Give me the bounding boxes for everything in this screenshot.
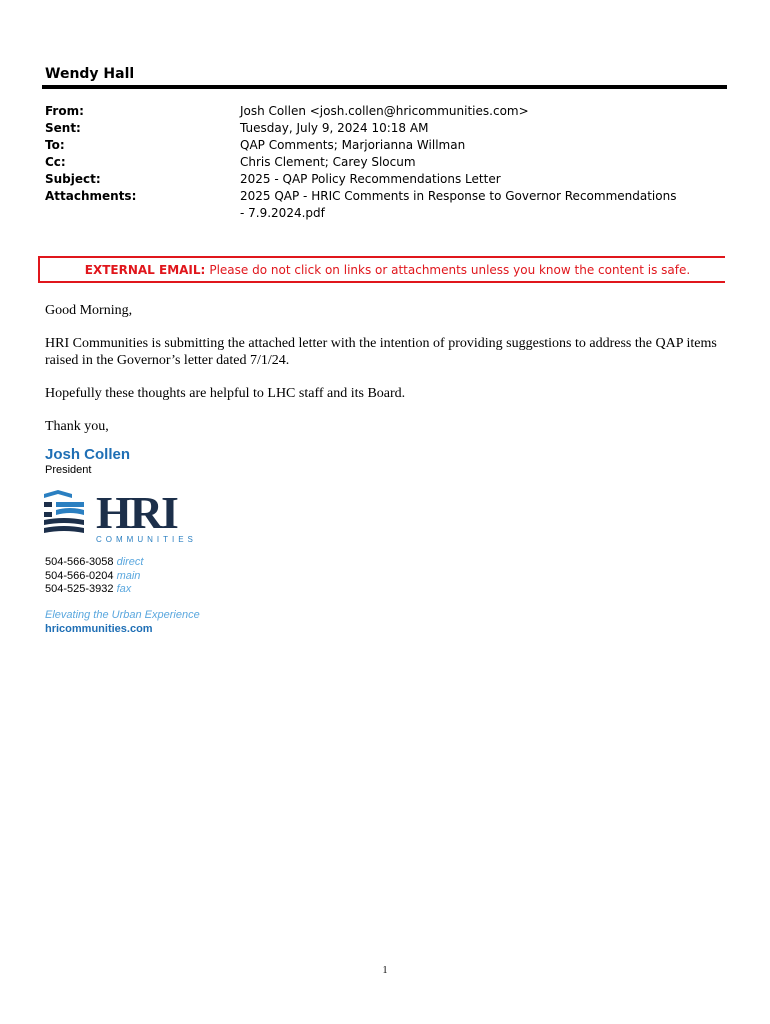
phone-direct <box>45 556 143 570</box>
phone-main <box>45 570 143 584</box>
body-paragraph-1: HRI Communities is submitting the attached letter with the intention of providing suggestions to address the QAP items raised in the Governor’s letter dated 7/1/24. <box>45 336 717 368</box>
hri-logo-wordmark: HRI <box>96 487 177 538</box>
sent-label: Sent: <box>45 121 81 135</box>
to-label: To: <box>45 138 65 152</box>
phone-main-number: 504-566-0204 <box>45 569 114 582</box>
page-number: 1 <box>382 965 388 976</box>
external-email-banner <box>38 256 725 283</box>
contact-numbers <box>45 556 143 597</box>
website-link[interactable]: hricommunities.com <box>45 623 153 635</box>
attachments-label: Attachments: <box>45 189 137 203</box>
from-label: From: <box>45 104 84 118</box>
closing: Thank you, <box>45 419 109 434</box>
sent-value: Tuesday, July 9, 2024 10:18 AM <box>240 121 429 135</box>
phone-direct-number: 504-566-3058 <box>45 556 114 568</box>
body-paragraph-2: Hopefully these thoughts are helpful to LHC staff and its Board. <box>45 386 406 401</box>
phone-direct-label: direct <box>116 556 144 568</box>
signature-name: Josh Collen <box>45 446 131 463</box>
phone-main-label: main <box>116 569 141 582</box>
from-value[interactable]: Josh Collen <josh.collen@hricommunities.com> <box>240 104 529 118</box>
signature-title: President <box>45 464 92 476</box>
phone-fax <box>45 583 143 597</box>
email-body <box>45 302 725 451</box>
phone-fax-number: 504-525-3932 <box>45 583 114 595</box>
to-value: QAP Comments; Marjorianna Willman <box>240 138 466 152</box>
page-owner-name: Wendy Hall <box>45 66 135 82</box>
hri-logo-subtext: COMMUNITIES <box>96 535 197 544</box>
phone-fax-label: fax <box>116 583 132 595</box>
attachment-link[interactable]: 2025 QAP - HRIC Comments in Response to Governor Recommendations - 7.9.2024.pdf <box>240 189 677 220</box>
external-email-label: EXTERNAL EMAIL: <box>84 262 206 277</box>
cc-label: Cc: <box>45 155 66 169</box>
header-divider <box>42 85 727 89</box>
greeting: Good Morning, <box>45 303 133 318</box>
subject-value: 2025 - QAP Policy Recommendations Letter <box>240 172 501 186</box>
external-email-warning: Please do not click on links or attachments unless you know the content is safe. <box>209 262 691 277</box>
signature-tagline: Elevating the Urban Experience <box>45 609 200 621</box>
subject-label: Subject: <box>45 172 101 186</box>
cc-value: Chris Clement; Carey Slocum <box>240 155 416 169</box>
